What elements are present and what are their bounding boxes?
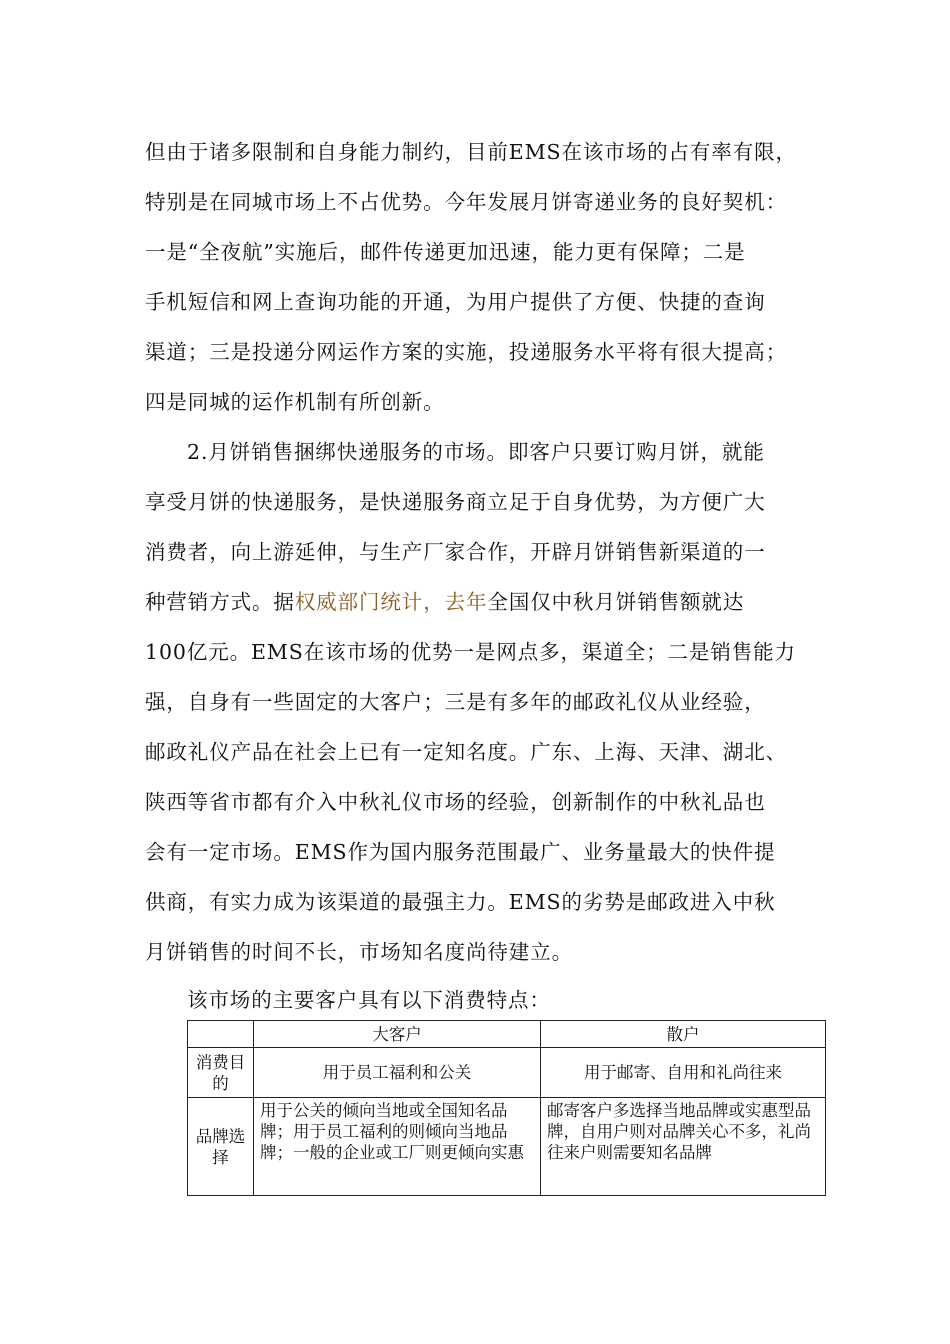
table-cell: 用于公关的倾向当地或全国知名品牌；用于员工福利的则倾向当地品牌；一般的企业或工厂则更倾向实惠 — [254, 1098, 541, 1196]
text-line: 强，自身有一些固定的大客户；三是有多年的邮政礼仪从业经验， — [145, 690, 766, 714]
highlighted-text: 权威部门统计，去年 — [294, 590, 488, 614]
row-label: 品牌选择 — [188, 1098, 254, 1196]
table-header-row — [188, 1021, 826, 1048]
table-cell: 用于员工福利和公关 — [254, 1048, 541, 1098]
table-cell: 邮寄客户多选择当地品牌或实惠型品牌，自用户则对品牌关心不多，礼尚往来户则需要知名品牌 — [541, 1098, 826, 1196]
text-line — [145, 590, 744, 614]
table-header-cell — [188, 1021, 254, 1048]
table-row — [188, 1098, 826, 1196]
text-line: 一是“全夜航”实施后，邮件传递更加迅速，能力更有保障；二是 — [145, 240, 746, 264]
text-line: 供商，有实力成为该渠道的最强主力。EMS的劣势是邮政进入中秋 — [145, 890, 776, 914]
customer-characteristics-table — [187, 1020, 826, 1196]
text-segment: 全国仅中秋月饼销售额就达 — [487, 590, 745, 614]
table-intro: 该市场的主要客户具有以下消费特点： — [187, 988, 551, 1012]
text-segment: 种营销方式。据 — [145, 590, 295, 614]
table-row — [188, 1048, 826, 1098]
text-line: 100亿元。EMS在该市场的优势一是网点多，渠道全；二是销售能力 — [145, 640, 796, 664]
table-cell: 用于邮寄、自用和礼尚往来 — [541, 1048, 826, 1098]
text-line: 渠道；三是投递分网运作方案的实施，投递服务水平将有很大提高； — [145, 340, 787, 364]
text-line: 享受月饼的快递服务，是快递服务商立足于自身优势，为方便广大 — [145, 490, 766, 514]
text-line: 但由于诸多限制和自身能力制约，目前EMS在该市场的占有率有限， — [145, 140, 797, 164]
row-label: 消费目的 — [188, 1048, 254, 1098]
text-line: 四是同城的运作机制有所创新。 — [145, 390, 445, 414]
text-line: 特别是在同城市场上不占优势。今年发展月饼寄递业务的良好契机： — [145, 190, 787, 214]
table-header-cell: 大客户 — [254, 1021, 541, 1048]
text-line: 手机短信和网上查询功能的开通，为用户提供了方便、快捷的查询 — [145, 290, 766, 314]
text-line: 消费者，向上游延伸，与生产厂家合作，开辟月饼销售新渠道的一 — [145, 540, 766, 564]
text-line: 会有一定市场。EMS作为国内服务范围最广、业务量最大的快件提 — [145, 840, 776, 864]
table-header-cell: 散户 — [541, 1021, 826, 1048]
text-line: 邮政礼仪产品在社会上已有一定知名度。广东、上海、天津、湖北、 — [145, 740, 787, 764]
text-line: 2.月饼销售捆绑快递服务的市场。即客户只要订购月饼，就能 — [187, 440, 765, 464]
text-line: 月饼销售的时间不长，市场知名度尚待建立。 — [145, 940, 573, 964]
text-line: 陕西等省市都有介入中秋礼仪市场的经验，创新制作的中秋礼品也 — [145, 790, 766, 814]
